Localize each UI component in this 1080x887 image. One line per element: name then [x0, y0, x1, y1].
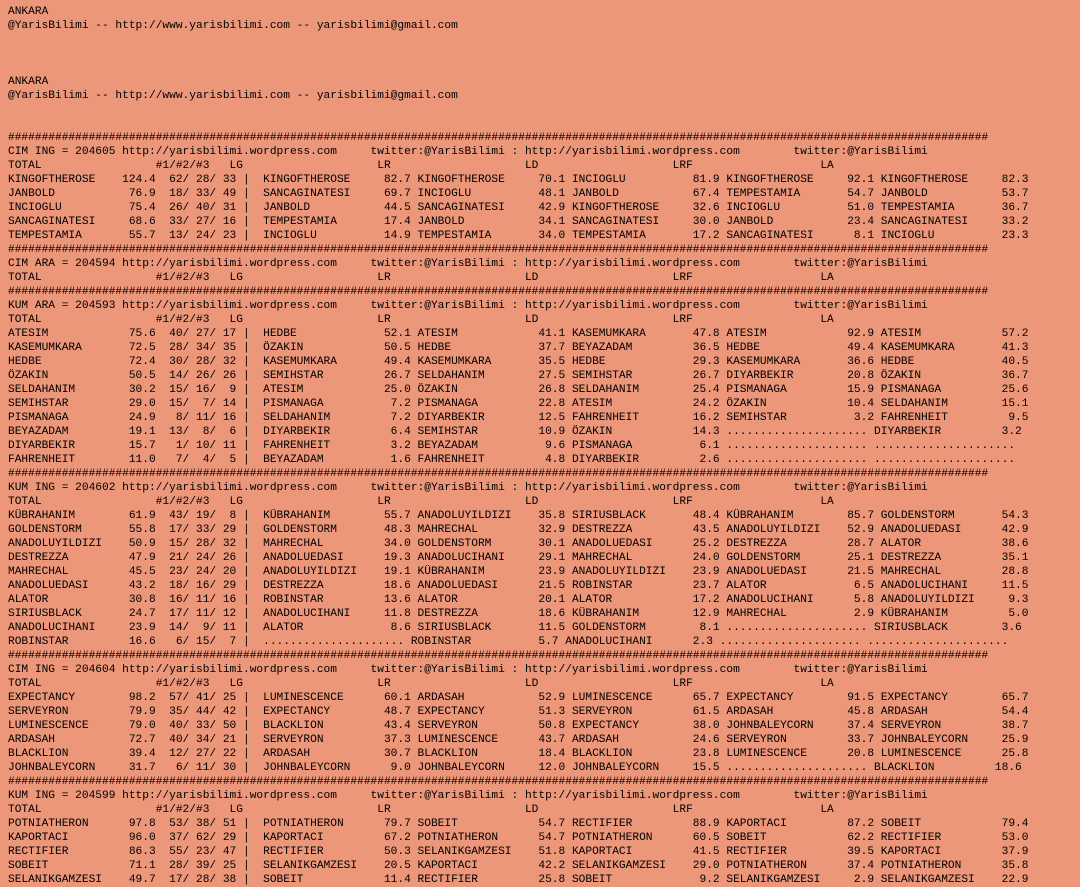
table-row: SANCAGINATESI 68.6 33/ 27/ 16 | TEMPESTAMIA 17.4 JANBOLD 34.1 SANCAGINATESI 30.0 JANBOLD 23.4 SANCAGINATESI 33.2: [8, 216, 1029, 228]
table-row: DIYARBEKIR 15.7 1/ 10/ 11 | FAHRENHEIT 3.2 BEYAZADAM 9.6 PISMANAGA 6.1 ..................... .....................: [8, 440, 1016, 452]
section-separator: ##################################################################################################################################################: [8, 468, 989, 480]
blank-line: [8, 117, 1028, 131]
table-row: PISMANAGA 24.9 8/ 11/ 16 | SELDAHANIM 7.2 DIYARBEKIR 12.5 FAHRENHEIT 16.2 SEMIHSTAR 3.2 FAHRENHEIT 9.5: [8, 412, 1029, 424]
table-row: BLACKLION 39.4 12/ 27/ 22 | ARDASAH 30.7 BLACKLION 18.4 BLACKLION 23.8 LUMINESCENCE 20.8 LUMINESCENCE 25.8: [8, 748, 1029, 760]
section-separator: ##################################################################################################################################################: [8, 776, 989, 788]
table-row: RECTIFIER 86.3 55/ 23/ 47 | RECTIFIER 50.3 SELANIKGAMZESI 51.8 KAPORTACI 41.5 RECTIFIER 39.5 KAPORTACI 37.9: [8, 846, 1029, 858]
table-row: TEMPESTAMIA 55.7 13/ 24/ 23 | INCIOGLU 14.9 TEMPESTAMIA 34.0 TEMPESTAMIA 17.2 SANCAGINATESI 8.1 INCIOGLU 23.3: [8, 230, 1029, 242]
table-row: SIRIUSBLACK 24.7 17/ 11/ 12 | ANADOLUCIHANI 11.8 DESTREZZA 18.6 KÜBRAHANIM 12.9 MAHRECHAL 2.9 KÜBRAHANIM 5.0: [8, 608, 1029, 620]
table-row: ÖZAKIN 50.5 14/ 26/ 26 | SEMIHSTAR 26.7 SELDAHANIM 27.5 SEMIHSTAR 26.7 DIYARBEKIR 20.8 ÖZAKIN 36.7: [8, 370, 1029, 382]
blank-line: [8, 61, 1028, 75]
race-title: KUM ARA = 204593 http://yarisbilimi.wordpress.com twitter:@YarisBilimi : http://yarisbilimi.wordpress.com twitter:@YarisBilimi: [8, 300, 928, 312]
table-row: DESTREZZA 47.9 21/ 24/ 26 | ANADOLUEDASI 19.3 ANADOLUCIHANI 29.1 MAHRECHAL 24.0 GOLDENSTORM 25.1 DESTREZZA 35.1: [8, 552, 1029, 564]
section-separator: ##################################################################################################################################################: [8, 244, 989, 256]
table-row: SOBEIT 71.1 28/ 39/ 25 | SELANIKGAMZESI 20.5 KAPORTACI 42.2 SELANIKGAMZESI 29.0 POTNIATHERON 37.4 POTNIATHERON 35.8: [8, 860, 1029, 872]
table-header: TOTAL #1/#2/#3 LG LR LD LRF LA: [8, 272, 834, 284]
table-header: TOTAL #1/#2/#3 LG LR LD LRF LA: [8, 496, 834, 508]
contact-line: @YarisBilimi -- http://www.yarisbilimi.com -- yarisbilimi@gmail.com: [8, 20, 458, 32]
table-row: KÜBRAHANIM 61.9 43/ 19/ 8 | KÜBRAHANIM 55.7 ANADOLUYILDIZI 35.8 SIRIUSBLACK 48.4 KÜBRAHANIM 85.7 GOLDENSTORM 54.3: [8, 510, 1029, 522]
blank-line: [8, 33, 1028, 47]
table-row: KAPORTACI 96.0 37/ 62/ 29 | KAPORTACI 67.2 POTNIATHERON 54.7 POTNIATHERON 60.5 SOBEIT 62.2 RECTIFIER 53.0: [8, 832, 1029, 844]
table-row: JANBOLD 76.9 18/ 33/ 49 | SANCAGINATESI 69.7 INCIOGLU 48.1 JANBOLD 67.4 TEMPESTAMIA 54.7 JANBOLD 53.7: [8, 188, 1029, 200]
table-row: JOHNBALEYCORN 31.7 6/ 11/ 30 | JOHNBALEYCORN 9.0 JOHNBALEYCORN 12.0 JOHNBALEYCORN 15.5 ..................... BLACKLION 18.6: [8, 762, 1022, 774]
table-row: ARDASAH 72.7 40/ 34/ 21 | SERVEYRON 37.3 LUMINESCENCE 43.7 ARDASAH 24.6 SERVEYRON 33.7 JOHNBALEYCORN 25.9: [8, 734, 1029, 746]
city-title: ANKARA: [8, 6, 49, 18]
table-row: ROBINSTAR 16.6 6/ 15/ 7 | ..................... ROBINSTAR 5.7 ANADOLUCIHANI 2.3 ..................... .....................: [8, 636, 1009, 648]
blank-line: [8, 47, 1028, 61]
table-row: HEDBE 72.4 30/ 28/ 32 | KASEMUMKARA 49.4 KASEMUMKARA 35.5 HEDBE 29.3 KASEMUMKARA 36.6 HEDBE 40.5: [8, 356, 1029, 368]
table-row: SELDAHANIM 30.2 15/ 16/ 9 | ATESIM 25.0 ÖZAKIN 26.8 SELDAHANIM 25.4 PISMANAGA 15.9 PISMANAGA 25.6: [8, 384, 1029, 396]
table-row: GOLDENSTORM 55.8 17/ 33/ 29 | GOLDENSTORM 48.3 MAHRECHAL 32.9 DESTREZZA 43.5 ANADOLUYILDIZI 52.9 ANADOLUEDASI 42.9: [8, 524, 1029, 536]
table-row: MAHRECHAL 45.5 23/ 24/ 20 | ANADOLUYILDIZI 19.1 KÜBRAHANIM 23.9 ANADOLUYILDIZI 23.9 ANADOLUEDASI 21.5 MAHRECHAL 28.8: [8, 566, 1029, 578]
blank-line: [8, 103, 1028, 117]
section-separator: ##################################################################################################################################################: [8, 132, 989, 144]
table-row: KASEMUMKARA 72.5 28/ 34/ 35 | ÖZAKIN 50.5 HEDBE 37.7 BEYAZADAM 36.5 HEDBE 49.4 KASEMUMKARA 41.3: [8, 342, 1029, 354]
table-header: TOTAL #1/#2/#3 LG LR LD LRF LA: [8, 804, 834, 816]
table-row: POTNIATHERON 97.8 53/ 38/ 51 | POTNIATHERON 79.7 SOBEIT 54.7 RECTIFIER 88.9 KAPORTACI 87.2 SOBEIT 79.4: [8, 818, 1029, 830]
table-row: ANADOLUCIHANI 23.9 14/ 9/ 11 | ALATOR 8.6 SIRIUSBLACK 11.5 GOLDENSTORM 8.1 ..................... SIRIUSBLACK 3.6: [8, 622, 1022, 634]
table-row: EXPECTANCY 98.2 57/ 41/ 25 | LUMINESCENCE 60.1 ARDASAH 52.9 LUMINESCENCE 65.7 EXPECTANCY 91.5 EXPECTANCY 65.7: [8, 692, 1029, 704]
city-title: ANKARA: [8, 76, 49, 88]
contact-line: @YarisBilimi -- http://www.yarisbilimi.com -- yarisbilimi@gmail.com: [8, 90, 458, 102]
table-row: FAHRENHEIT 11.0 7/ 4/ 5 | BEYAZADAM 1.6 FAHRENHEIT 4.8 DIYARBEKIR 2.6 ..................... .....................: [8, 454, 1016, 466]
table-row: ATESIM 75.6 40/ 27/ 17 | HEDBE 52.1 ATESIM 41.1 KASEMUMKARA 47.8 ATESIM 92.9 ATESIM 57.2: [8, 328, 1029, 340]
table-row: BEYAZADAM 19.1 13/ 8/ 6 | DIYARBEKIR 6.4 SEMIHSTAR 10.9 ÖZAKIN 14.3 ..................... DIYARBEKIR 3.2: [8, 426, 1022, 438]
table-row: SELANIKGAMZESI 49.7 17/ 28/ 38 | SOBEIT 11.4 RECTIFIER 25.8 SOBEIT 9.2 SELANIKGAMZESI 2.9 SELANIKGAMZESI 22.9: [8, 874, 1029, 886]
race-title: CIM ARA = 204594 http://yarisbilimi.wordpress.com twitter:@YarisBilimi : http://yarisbilimi.wordpress.com twitter:@YarisBilimi: [8, 258, 928, 270]
table-header: TOTAL #1/#2/#3 LG LR LD LRF LA: [8, 678, 834, 690]
table-header: TOTAL #1/#2/#3 LG LR LD LRF LA: [8, 314, 834, 326]
table-row: ALATOR 30.8 16/ 11/ 16 | ROBINSTAR 13.6 ALATOR 20.1 ALATOR 17.2 ANADOLUCIHANI 5.8 ANADOLUYILDIZI 9.3: [8, 594, 1029, 606]
table-row: KINGOFTHEROSE 124.4 62/ 28/ 33 | KINGOFTHEROSE 82.7 KINGOFTHEROSE 70.1 INCIOGLU 81.9 KINGOFTHEROSE 92.1 KINGOFTHEROSE 82.3: [8, 174, 1029, 186]
results-document: [8, 5, 1028, 887]
table-row: LUMINESCENCE 79.0 40/ 33/ 50 | BLACKLION 43.4 SERVEYRON 50.8 EXPECTANCY 38.0 JOHNBALEYCORN 37.4 SERVEYRON 38.7: [8, 720, 1029, 732]
table-row: ANADOLUEDASI 43.2 18/ 16/ 29 | DESTREZZA 18.6 ANADOLUEDASI 21.5 ROBINSTAR 23.7 ALATOR 6.5 ANADOLUCIHANI 11.5: [8, 580, 1029, 592]
race-title: CIM ING = 204605 http://yarisbilimi.wordpress.com twitter:@YarisBilimi : http://yarisbilimi.wordpress.com twitter:@YarisBilimi: [8, 146, 928, 158]
race-title: KUM ING = 204599 http://yarisbilimi.wordpress.com twitter:@YarisBilimi : http://yarisbilimi.wordpress.com twitter:@YarisBilimi: [8, 790, 928, 802]
section-separator: ##################################################################################################################################################: [8, 650, 989, 662]
table-row: SERVEYRON 79.9 35/ 44/ 42 | EXPECTANCY 48.7 EXPECTANCY 51.3 SERVEYRON 61.5 ARDASAH 45.8 ARDASAH 54.4: [8, 706, 1029, 718]
table-row: INCIOGLU 75.4 26/ 40/ 31 | JANBOLD 44.5 SANCAGINATESI 42.9 KINGOFTHEROSE 32.6 INCIOGLU 51.0 TEMPESTAMIA 36.7: [8, 202, 1029, 214]
table-row: SEMIHSTAR 29.0 15/ 7/ 14 | PISMANAGA 7.2 PISMANAGA 22.8 ATESIM 24.2 ÖZAKIN 10.4 SELDAHANIM 15.1: [8, 398, 1029, 410]
section-separator: ##################################################################################################################################################: [8, 286, 989, 298]
table-row: ANADOLUYILDIZI 50.9 15/ 28/ 32 | MAHRECHAL 34.0 GOLDENSTORM 30.1 ANADOLUEDASI 25.2 DESTREZZA 28.7 ALATOR 38.6: [8, 538, 1029, 550]
race-title: CIM ING = 204604 http://yarisbilimi.wordpress.com twitter:@YarisBilimi : http://yarisbilimi.wordpress.com twitter:@YarisBilimi: [8, 664, 928, 676]
race-title: KUM ING = 204602 http://yarisbilimi.wordpress.com twitter:@YarisBilimi : http://yarisbilimi.wordpress.com twitter:@YarisBilimi: [8, 482, 928, 494]
table-header: TOTAL #1/#2/#3 LG LR LD LRF LA: [8, 160, 834, 172]
